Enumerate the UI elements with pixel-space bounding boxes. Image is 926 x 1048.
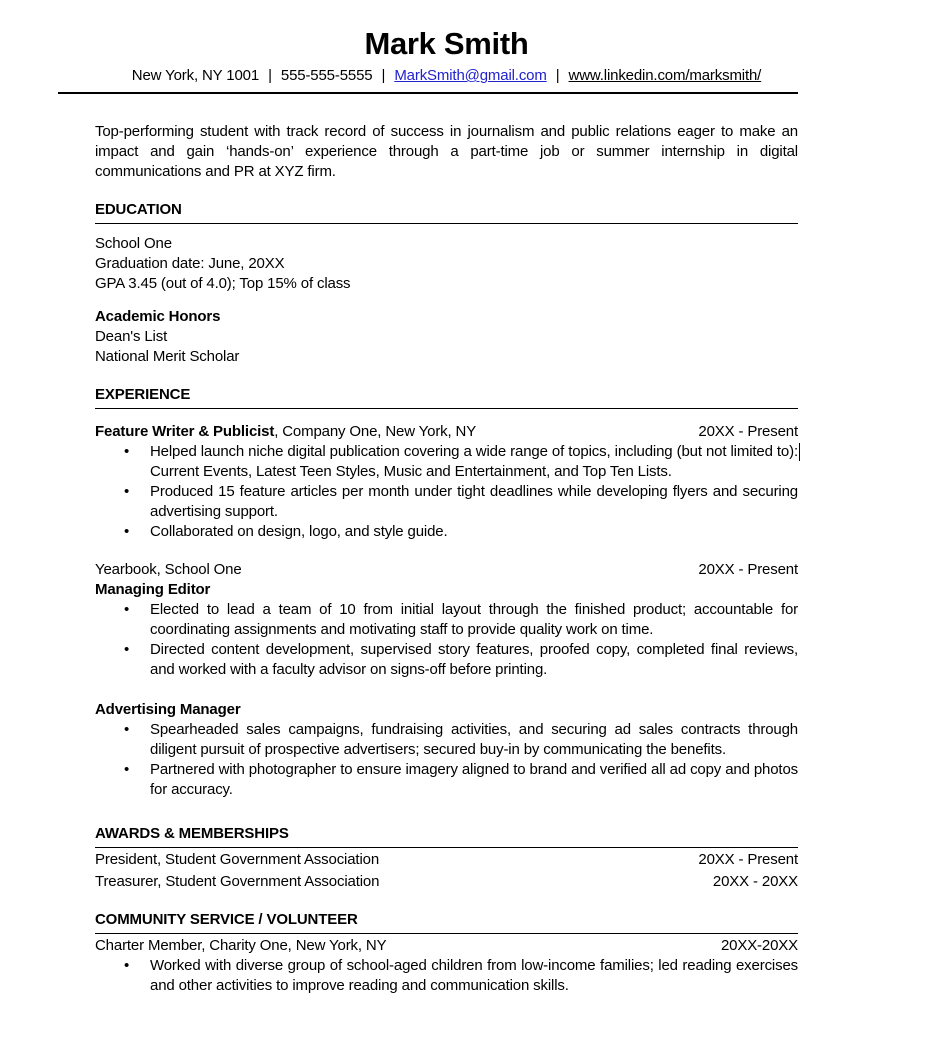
text-cursor: [799, 443, 801, 461]
bullet-item: • Produced 15 feature articles per month under tight deadlines while developing flyers and securing advertising support.: [95, 482, 798, 522]
job-role: Advertising Manager: [95, 701, 241, 718]
job-date: 20XX - Present: [698, 561, 798, 578]
award-label: President, Student Government Association: [95, 851, 380, 868]
contact-line: [95, 66, 798, 92]
section-heading-experience: EXPERIENCE: [95, 385, 798, 409]
section-heading-awards: AWARDS & MEMBERSHIPS: [95, 824, 798, 848]
job-org: Yearbook, School One: [95, 561, 242, 578]
job-header: [95, 560, 798, 580]
education-honor-item: Dean's List: [95, 328, 168, 345]
bullet-item: • Worked with diverse group of school-aged children from low-income families; led reading exercises and other activities to improve reading and communication skills.: [95, 956, 798, 996]
contact-separator: |: [268, 67, 272, 84]
job-title: Feature Writer & Publicist: [95, 423, 275, 440]
section-education: [95, 200, 798, 367]
education-graduation: Graduation date: June, 20XX: [95, 255, 285, 272]
linkedin-link[interactable]: www.linkedin.com/marksmith/: [568, 67, 762, 84]
bullet-item: • Partnered with photographer to ensure imagery aligned to brand and verified all ad copy and photos for accuracy.: [95, 760, 798, 800]
community-date: 20XX-20XX: [720, 937, 798, 954]
bullet-item: • Directed content development, supervised story features, proofed copy, completed final reviews, and worked with a faculty advisor on signs-off before printing.: [95, 640, 798, 680]
summary-paragraph: Top-performing student with track record of success in journalism and public relations eager to make an impact and gain ‘hands-on’ experience through a part-time job or summer internship in digital communications and PR at XYZ firm.: [95, 123, 798, 180]
contact-separator: |: [555, 67, 560, 84]
bullet-item: • Collaborated on design, logo, and style guide.: [95, 522, 798, 542]
section-heading-education: EDUCATION: [95, 200, 798, 224]
contact-location: New York, NY 1001: [131, 67, 260, 84]
job-role: Managing Editor: [95, 581, 211, 598]
community-bullet-list: [95, 956, 798, 996]
contact-phone: 555-555-5555: [280, 67, 373, 84]
community-label: Charter Member, Charity One, New York, NY: [95, 937, 387, 954]
job-date: 20XX - Present: [698, 423, 798, 440]
email-link[interactable]: MarkSmith@gmail.com: [394, 67, 547, 84]
job-title-line: [95, 422, 476, 442]
job-bullet-list: [95, 442, 798, 542]
job-bullet-list: [95, 720, 798, 800]
page-title: Mark Smith: [364, 26, 529, 61]
bullet-item: • Spearheaded sales campaigns, fundraising activities, and securing ad sales contracts through diligent pursuit of prospective advertisers; secured buy-in by communicating the benefits.: [95, 720, 798, 760]
education-honors-title: Academic Honors: [95, 308, 221, 325]
experience-job-1: [95, 422, 798, 542]
job-title-suffix: , Company One, New York, NY: [274, 423, 477, 440]
section-experience: [95, 385, 798, 800]
award-date: 20XX - 20XX: [712, 873, 798, 890]
section-community: [95, 910, 798, 996]
header-rule: [58, 92, 798, 94]
job-bullet-list: [95, 600, 798, 680]
award-label: Treasurer, Student Government Association: [95, 873, 380, 890]
education-gpa: GPA 3.45 (out of 4.0); Top 15% of class: [95, 275, 351, 292]
experience-job-3: [95, 700, 798, 800]
award-row: [95, 850, 798, 870]
job-header: [95, 422, 798, 442]
section-awards: [95, 824, 798, 892]
resume-header: [95, 26, 798, 94]
experience-job-2: [95, 560, 798, 680]
education-honor-item: National Merit Scholar: [95, 348, 240, 365]
awards-rows: [95, 850, 798, 892]
education-school: School One: [95, 235, 172, 252]
community-row: [95, 936, 798, 956]
bullet-item: • Helped launch niche digital publication covering a wide range of topics, including (but not limited to): Current Events, Latest Teen Styles, Music and Entertainment, and Top Ten Lists.: [95, 442, 798, 482]
award-date: 20XX - Present: [698, 851, 798, 868]
award-row: [95, 872, 798, 892]
bullet-item: • Elected to lead a team of 10 from initial layout through the finished product; accountable for coordinating assignments and motivating staff to provide quality work on time.: [95, 600, 798, 640]
contact-separator: |: [381, 67, 386, 84]
section-heading-community: COMMUNITY SERVICE / VOLUNTEER: [95, 910, 798, 934]
